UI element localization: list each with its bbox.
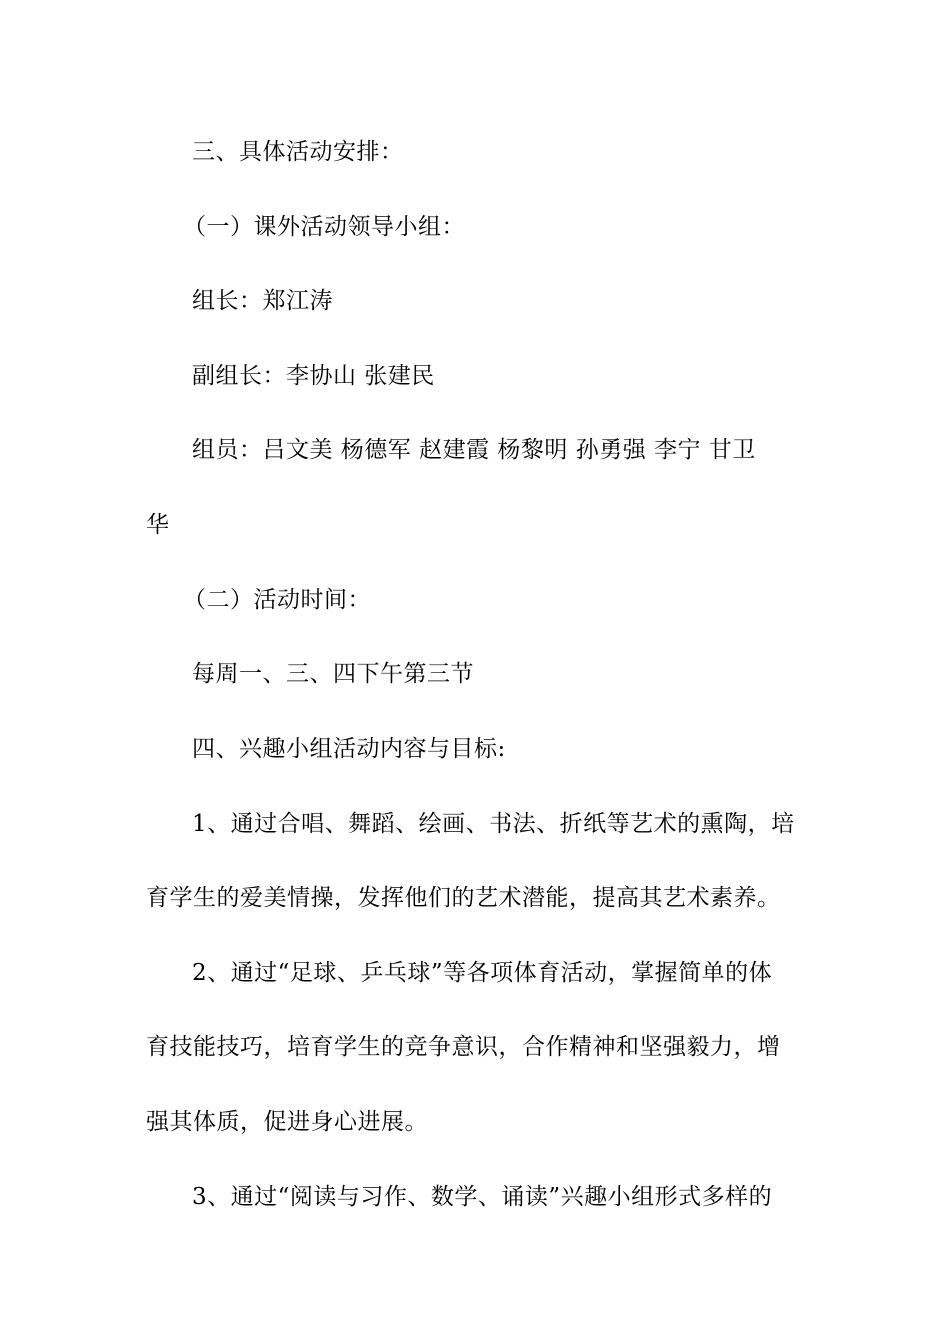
goal-3-line-1: 3、通过“阅读与习作、数学、诵读”兴趣小组形式多样的 <box>192 1184 773 1210</box>
goal-1-line-1: 1、通过合唱、舞蹈、绘画、书法、折纸等艺术的熏陶，培 <box>192 811 795 837</box>
deputy-leader-line: 副组长：李协山 张建民 <box>192 363 435 389</box>
goal-2-line-2: 育技能技巧，培育学生的竞争意识，合作精神和坚强毅力，增 <box>146 1034 781 1060</box>
subheading-activity-time: （二）活动时间： <box>183 587 371 613</box>
goal-2-line-1: 2、通过“足球、乒乓球”等各项体育活动，掌握简单的体 <box>192 960 773 986</box>
subheading-leadership-group: （一）课外活动领导小组： <box>183 214 465 240</box>
section-heading-content-goals: 四、兴趣小组活动内容与目标: <box>192 736 506 762</box>
members-line: 组员：吕文美 杨德军 赵建霞 杨黎明 孙勇强 李宁 甘卫 <box>192 437 756 463</box>
goal-1-line-2: 育学生的爱美情操，发挥他们的艺术潜能，提高其艺术素养。 <box>146 885 781 911</box>
members-line-continued: 华 <box>146 512 170 538</box>
group-leader-line: 组长：郑江涛 <box>192 288 333 314</box>
goal-2-line-3: 强其体质，促进身心进展。 <box>146 1109 428 1135</box>
activity-time-line: 每周一、三、四下午第三节 <box>192 661 474 687</box>
section-heading-activity-arrangement: 三、具体活动安排： <box>192 139 404 165</box>
